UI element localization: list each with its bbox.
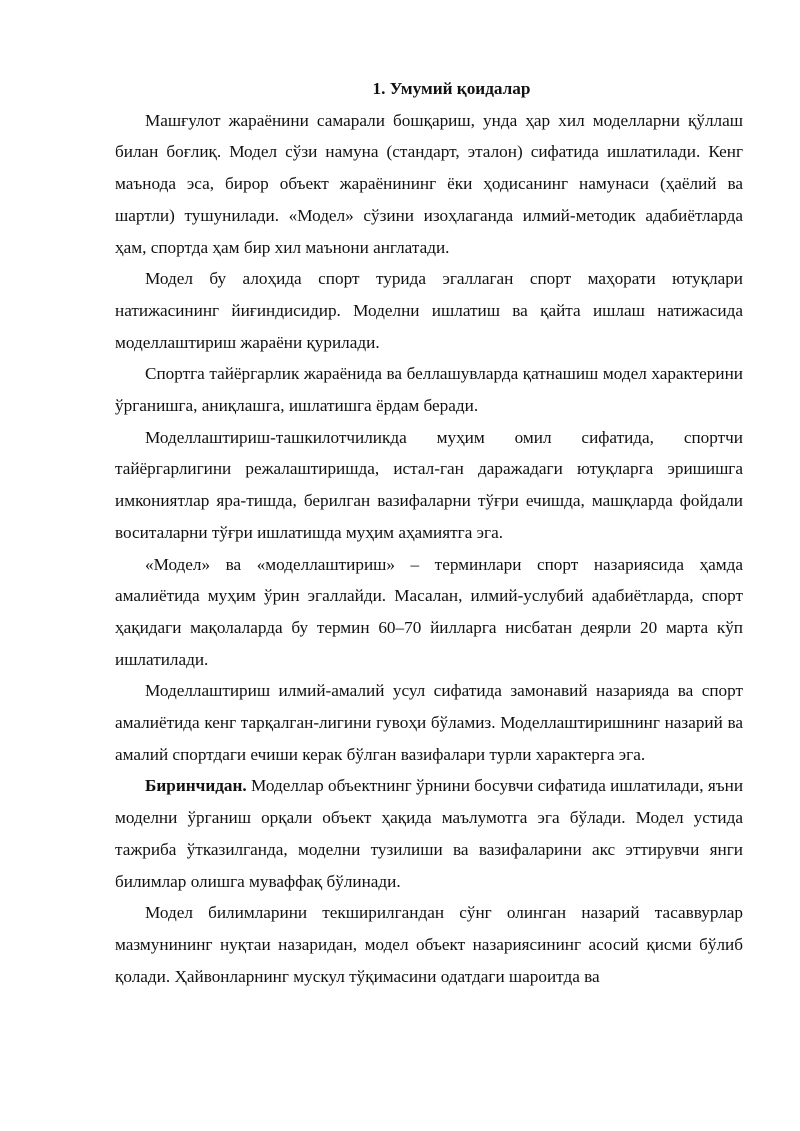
paragraph [115,263,743,358]
paragraph-text: Модел билимларини текширилгандан сўнг олинган назарий тасаввурлар мазмунининг нуқтаи назаридан, модел объект назариясининг асосий қисми бўлиб қолади. Ҳайвонларнинг мускул тўқимасини одатдаги шароитда ва [115,903,743,986]
paragraph [115,358,743,421]
paragraph [115,105,743,264]
document-body [115,73,743,992]
paragraph-text: Моделлаштириш илмий-амалий усул сифатида замонавий назарияда ва спорт амалиётида кенг тарқалган-лигини гувоҳи бўламиз. Моделлаштиришнинг назарий ва амалий спортдаги ечиши керак бўлган вазифалари турли характерга эга. [115,681,743,764]
paragraph [115,770,743,897]
paragraph [115,549,743,676]
paragraph-text: «Модел» ва «моделлаштириш» – терминлари спорт назариясида ҳамда амалиётида муҳим ўрин эгаллайди. Масалан, илмий-услубий адабиётларда, спорт ҳақидаги мақолаларда бу термин 60–70 йилларга нисбатан деярли 20 марта кўп ишлатилади. [115,554,743,669]
paragraph [115,897,743,992]
paragraph-text: Моделлаштириш-ташкилотчиликда муҳим омил сифатида, спортчи тайёргарлигини режалаштиришда, истал-ган даражадаги ютуқларга эришишга имкониятлар яра-тишда, берилган вазифаларни тўғри ечишда, машқларда фойдали воситаларни тўғри ишлатишда муҳим аҳамиятга эга. [115,427,743,542]
paragraph [115,675,743,770]
paragraph-text: Модел бу алоҳида спорт турида эгаллаган спорт маҳорати ютуқлари натижасининг йиғиндисидир. Моделни ишлатиш ва қайта ишлаш натижасида моделлаштириш жараёни қурилади. [115,269,743,352]
paragraph [115,422,743,549]
section-heading: 1. Умумий қоидалар [372,79,531,98]
paragraph-text: Машғулот жараёнини самарали бошқариш, унда ҳар хил моделларни қўллаш билан боғлиқ. Модел сўзи намуна (стандарт, эталон) сифатида ишлатилади. Кенг маънода эса, бирор объект жараёнининг ёки ҳодисанинг намунаси (ҳаёлий ва шартли) тушунилади. «Модел» сўзини изоҳлаганда илмий-методик адабиётларда ҳам, спортда ҳам бир хил маънони англатади. [115,110,743,257]
paragraph-text: Спортга тайёргарлик жараёнида ва беллашувларда қатнашиш модел характерини ўрганишга, аниқлашга, ишлатишга ёрдам беради. [115,364,743,416]
paragraph-text: Моделлар объектнинг ўрнини босувчи сифатида ишлатилади, яъни моделни ўрганиш орқали объект ҳақида маълумотга эга бўлади. Модел устида тажриба ўтказилганда, моделни тузилиши ва вазифаларини акс эттирувчи янги билимлар олишга муваффақ бўлинади. [115,776,744,891]
paragraph-lead-bold: Биринчидан. [145,776,247,796]
